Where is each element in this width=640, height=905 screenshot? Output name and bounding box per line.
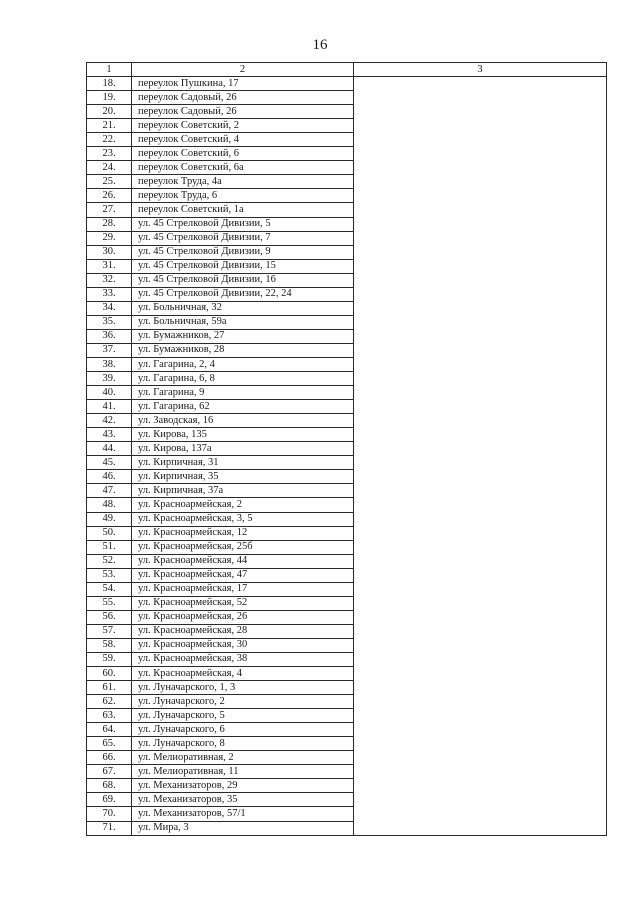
- table-body: [87, 77, 607, 836]
- table-row: [87, 231, 607, 245]
- row-number: 28.: [87, 217, 132, 231]
- row-address: ул. Кирова, 135: [132, 428, 354, 442]
- table-row: [87, 737, 607, 751]
- row-address: ул. Кирпичная, 31: [132, 456, 354, 470]
- table-row: [87, 695, 607, 709]
- row-notes: [354, 512, 607, 526]
- table-row: [87, 301, 607, 315]
- table-row: [87, 245, 607, 259]
- row-notes: [354, 779, 607, 793]
- table-header-row: [87, 63, 607, 77]
- table-row: [87, 484, 607, 498]
- row-notes: [354, 414, 607, 428]
- table-row: [87, 709, 607, 723]
- table-row: [87, 498, 607, 512]
- table-row: [87, 189, 607, 203]
- row-number: 32.: [87, 273, 132, 287]
- row-address: ул. Луначарского, 6: [132, 723, 354, 737]
- row-number: 34.: [87, 301, 132, 315]
- row-notes: [354, 386, 607, 400]
- row-number: 22.: [87, 133, 132, 147]
- row-notes: [354, 357, 607, 371]
- row-notes: [354, 91, 607, 105]
- row-notes: [354, 428, 607, 442]
- row-address: ул. Луначарского, 8: [132, 737, 354, 751]
- row-number: 18.: [87, 77, 132, 91]
- row-notes: [354, 554, 607, 568]
- row-number: 71.: [87, 821, 132, 835]
- table-row: [87, 793, 607, 807]
- column-header-notes: 3: [354, 63, 607, 77]
- row-address: ул. Луначарского, 5: [132, 709, 354, 723]
- row-notes: [354, 203, 607, 217]
- row-notes: [354, 596, 607, 610]
- row-notes: [354, 638, 607, 652]
- row-number: 20.: [87, 105, 132, 119]
- row-notes: [354, 610, 607, 624]
- page-number: 16: [312, 37, 328, 53]
- row-number: 44.: [87, 442, 132, 456]
- row-address: ул. 45 Стрелковой Дивизии, 5: [132, 217, 354, 231]
- row-notes: [354, 217, 607, 231]
- table-row: [87, 821, 607, 835]
- table-row: [87, 119, 607, 133]
- row-number: 70.: [87, 807, 132, 821]
- column-header-number: 1: [87, 63, 132, 77]
- row-number: 26.: [87, 189, 132, 203]
- row-notes: [354, 77, 607, 91]
- row-notes: [354, 765, 607, 779]
- row-notes: [354, 807, 607, 821]
- row-notes: [354, 343, 607, 357]
- row-number: 23.: [87, 147, 132, 161]
- row-address: ул. Заводская, 16: [132, 414, 354, 428]
- row-notes: [354, 681, 607, 695]
- table-row: [87, 610, 607, 624]
- row-number: 55.: [87, 596, 132, 610]
- row-notes: [354, 456, 607, 470]
- row-address: ул. Мелиоративная, 11: [132, 765, 354, 779]
- row-number: 61.: [87, 681, 132, 695]
- row-address: ул. Красноармейская, 30: [132, 638, 354, 652]
- table-row: [87, 133, 607, 147]
- row-number: 30.: [87, 245, 132, 259]
- row-address: переулок Советский, 2: [132, 119, 354, 133]
- row-address: ул. Мелиоративная, 2: [132, 751, 354, 765]
- row-number: 41.: [87, 400, 132, 414]
- table-row: [87, 512, 607, 526]
- table-row: [87, 161, 607, 175]
- row-notes: [354, 147, 607, 161]
- row-address: ул. Больничная, 59а: [132, 315, 354, 329]
- row-notes: [354, 667, 607, 681]
- row-number: 37.: [87, 343, 132, 357]
- table-row: [87, 723, 607, 737]
- row-number: 53.: [87, 568, 132, 582]
- row-number: 58.: [87, 638, 132, 652]
- row-address: ул. Кирова, 137а: [132, 442, 354, 456]
- address-table: [86, 62, 607, 836]
- row-number: 52.: [87, 554, 132, 568]
- table-row: [87, 217, 607, 231]
- table-row: [87, 175, 607, 189]
- row-address: ул. Механизаторов, 29: [132, 779, 354, 793]
- table-row: [87, 428, 607, 442]
- row-number: 29.: [87, 231, 132, 245]
- row-address: ул. Гагарина, 6, 8: [132, 372, 354, 386]
- row-notes: [354, 189, 607, 203]
- row-notes: [354, 161, 607, 175]
- table-row: [87, 442, 607, 456]
- row-notes: [354, 231, 607, 245]
- row-number: 56.: [87, 610, 132, 624]
- table-row: [87, 624, 607, 638]
- table-row: [87, 526, 607, 540]
- table-row: [87, 596, 607, 610]
- row-number: 19.: [87, 91, 132, 105]
- row-address: ул. Красноармейская, 28: [132, 624, 354, 638]
- table-row: [87, 105, 607, 119]
- row-number: 33.: [87, 287, 132, 301]
- table-row: [87, 287, 607, 301]
- row-notes: [354, 245, 607, 259]
- row-notes: [354, 372, 607, 386]
- row-number: 39.: [87, 372, 132, 386]
- row-address: переулок Советский, 1а: [132, 203, 354, 217]
- table-row: [87, 329, 607, 343]
- row-number: 27.: [87, 203, 132, 217]
- row-address: ул. Красноармейская, 47: [132, 568, 354, 582]
- row-notes: [354, 400, 607, 414]
- row-address: переулок Садовый, 26: [132, 105, 354, 119]
- row-address: переулок Советский, 4: [132, 133, 354, 147]
- table-row: [87, 681, 607, 695]
- table-row: [87, 456, 607, 470]
- row-number: 31.: [87, 259, 132, 273]
- row-address: ул. Механизаторов, 57/1: [132, 807, 354, 821]
- row-notes: [354, 737, 607, 751]
- row-number: 60.: [87, 667, 132, 681]
- table-row: [87, 147, 607, 161]
- row-number: 64.: [87, 723, 132, 737]
- row-address: ул. Бумажников, 28: [132, 343, 354, 357]
- row-notes: [354, 793, 607, 807]
- row-address: ул. Луначарского, 1, 3: [132, 681, 354, 695]
- row-number: 63.: [87, 709, 132, 723]
- row-address: переулок Советский, 6: [132, 147, 354, 161]
- row-number: 54.: [87, 582, 132, 596]
- row-number: 45.: [87, 456, 132, 470]
- row-number: 43.: [87, 428, 132, 442]
- row-number: 59.: [87, 652, 132, 666]
- row-number: 25.: [87, 175, 132, 189]
- table-row: [87, 414, 607, 428]
- table-row: [87, 259, 607, 273]
- row-notes: [354, 582, 607, 596]
- row-notes: [354, 315, 607, 329]
- table-row: [87, 667, 607, 681]
- row-address: ул. 45 Стрелковой Дивизии, 7: [132, 231, 354, 245]
- row-number: 24.: [87, 161, 132, 175]
- table-row: [87, 540, 607, 554]
- table-row: [87, 273, 607, 287]
- row-address: ул. Гагарина, 62: [132, 400, 354, 414]
- row-address: ул. Больничная, 32: [132, 301, 354, 315]
- row-number: 57.: [87, 624, 132, 638]
- table-row: [87, 343, 607, 357]
- row-address: ул. Красноармейская, 3, 5: [132, 512, 354, 526]
- row-number: 36.: [87, 329, 132, 343]
- table-row: [87, 315, 607, 329]
- row-notes: [354, 526, 607, 540]
- row-notes: [354, 695, 607, 709]
- row-notes: [354, 470, 607, 484]
- row-address: ул. Красноармейская, 17: [132, 582, 354, 596]
- row-number: 42.: [87, 414, 132, 428]
- row-notes: [354, 301, 607, 315]
- row-address: ул. Мира, 3: [132, 821, 354, 835]
- table-row: [87, 91, 607, 105]
- row-address: ул. Механизаторов, 35: [132, 793, 354, 807]
- row-address: ул. 45 Стрелковой Дивизии, 22, 24: [132, 287, 354, 301]
- row-notes: [354, 723, 607, 737]
- row-address: переулок Пушкина, 17: [132, 77, 354, 91]
- row-address: ул. 45 Стрелковой Дивизии, 16: [132, 273, 354, 287]
- table-row: [87, 765, 607, 779]
- row-notes: [354, 329, 607, 343]
- table-row: [87, 554, 607, 568]
- row-notes: [354, 133, 607, 147]
- row-number: 66.: [87, 751, 132, 765]
- table-row: [87, 357, 607, 371]
- table-row: [87, 582, 607, 596]
- row-address: ул. 45 Стрелковой Дивизии, 15: [132, 259, 354, 273]
- row-address: ул. Красноармейская, 26: [132, 610, 354, 624]
- row-number: 65.: [87, 737, 132, 751]
- row-notes: [354, 498, 607, 512]
- row-notes: [354, 624, 607, 638]
- row-notes: [354, 751, 607, 765]
- row-notes: [354, 821, 607, 835]
- table-row: [87, 779, 607, 793]
- row-notes: [354, 259, 607, 273]
- row-address: ул. Бумажников, 27: [132, 329, 354, 343]
- row-number: 40.: [87, 386, 132, 400]
- row-address: ул. 45 Стрелковой Дивизии, 9: [132, 245, 354, 259]
- row-number: 51.: [87, 540, 132, 554]
- row-address: ул. Красноармейская, 12: [132, 526, 354, 540]
- table-row: [87, 807, 607, 821]
- row-address: ул. Красноармейская, 44: [132, 554, 354, 568]
- row-address: ул. Красноармейская, 25б: [132, 540, 354, 554]
- table-row: [87, 638, 607, 652]
- row-address: ул. Кирпичная, 35: [132, 470, 354, 484]
- row-number: 35.: [87, 315, 132, 329]
- row-address: ул. Гагарина, 2, 4: [132, 357, 354, 371]
- row-notes: [354, 568, 607, 582]
- row-address: переулок Труда, 4а: [132, 175, 354, 189]
- table-row: [87, 568, 607, 582]
- row-number: 49.: [87, 512, 132, 526]
- row-number: 46.: [87, 470, 132, 484]
- row-notes: [354, 709, 607, 723]
- row-address: ул. Гагарина, 9: [132, 386, 354, 400]
- table-row: [87, 652, 607, 666]
- row-number: 47.: [87, 484, 132, 498]
- row-notes: [354, 652, 607, 666]
- row-number: 50.: [87, 526, 132, 540]
- row-notes: [354, 119, 607, 133]
- row-notes: [354, 175, 607, 189]
- row-address: ул. Красноармейская, 4: [132, 667, 354, 681]
- row-number: 48.: [87, 498, 132, 512]
- table-row: [87, 470, 607, 484]
- row-address: ул. Кирпичная, 37а: [132, 484, 354, 498]
- row-address: ул. Красноармейская, 38: [132, 652, 354, 666]
- row-notes: [354, 540, 607, 554]
- row-number: 62.: [87, 695, 132, 709]
- column-header-address: 2: [132, 63, 354, 77]
- row-number: 67.: [87, 765, 132, 779]
- row-address: ул. Луначарского, 2: [132, 695, 354, 709]
- table-row: [87, 400, 607, 414]
- row-notes: [354, 105, 607, 119]
- row-notes: [354, 273, 607, 287]
- row-address: ул. Красноармейская, 52: [132, 596, 354, 610]
- table-row: [87, 751, 607, 765]
- row-number: 68.: [87, 779, 132, 793]
- table-row: [87, 203, 607, 217]
- table-row: [87, 77, 607, 91]
- row-notes: [354, 442, 607, 456]
- row-number: 38.: [87, 357, 132, 371]
- row-number: 69.: [87, 793, 132, 807]
- row-address: переулок Советский, 6а: [132, 161, 354, 175]
- row-notes: [354, 484, 607, 498]
- table-row: [87, 372, 607, 386]
- row-address: переулок Труда, 6: [132, 189, 354, 203]
- row-number: 21.: [87, 119, 132, 133]
- table-row: [87, 386, 607, 400]
- row-address: переулок Садовый, 26: [132, 91, 354, 105]
- row-address: ул. Красноармейская, 2: [132, 498, 354, 512]
- row-notes: [354, 287, 607, 301]
